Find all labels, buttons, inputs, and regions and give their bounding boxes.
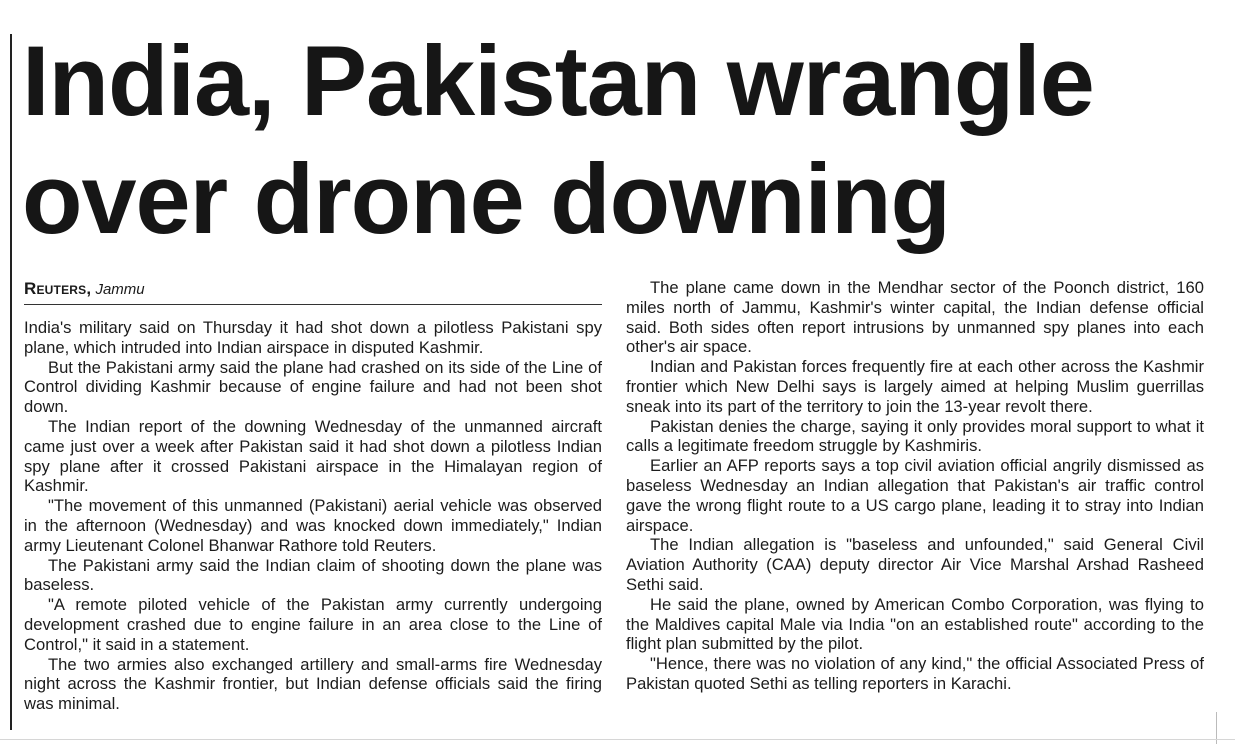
paragraph: The Indian report of the downing Wednesday of the unmanned aircraft came just over a week after Pakistan said it had shot down a pilotless Indian spy plane after it crossed Pakistani airspace in the Himalayan region of Kashmir. (24, 416, 602, 496)
paragraph: The Indian allegation is "baseless and unfounded," said General Civil Aviation Authority (CAA) deputy director Air Vice Marshal Arshad Rasheed Sethi said. (626, 535, 1204, 594)
headline (22, 22, 1222, 258)
page-bottom-rule (0, 739, 1235, 740)
paragraph: India's military said on Thursday it had shot down a pilotless Pakistani spy plane, which intruded into Indian airspace in disputed Kashmir. (24, 318, 602, 357)
byline-place: Jammu (95, 281, 145, 298)
paragraph: The two armies also exchanged artillery and small-arms fire Wednesday night across the Kashmir frontier, but Indian defense officials said the firing was minimal. (24, 654, 602, 714)
paragraph: But the Pakistani army said the plane had crashed on its side of the Line of Control dividing Kashmir because of engine failure and had not been shot down. (24, 357, 602, 417)
article-column-right (626, 278, 1204, 694)
byline (24, 279, 602, 305)
paragraph: He said the plane, owned by American Combo Corporation, was flying to the Maldives capital Male via India "on an established route" according to the flight plan submitted by the pilot. (626, 594, 1204, 654)
article-column-left (24, 318, 602, 714)
byline-agency: Reuters, (24, 279, 92, 298)
headline-line-1: India, Pakistan wrangle (22, 25, 1094, 136)
paragraph: Indian and Pakistan forces frequently fire at each other across the Kashmir frontier which New Delhi says is largely aimed at helping Muslim guerrillas sneak into its part of the territory to join the 13-year revolt there. (626, 357, 1204, 416)
paragraph: "The movement of this unmanned (Pakistani) aerial vehicle was observed in the afternoon (Wednesday) and was knocked down immediately," Indian army Lieutenant Colonel Bhanwar Rathore told Reuters. (24, 496, 602, 555)
paragraph: Earlier an AFP reports says a top civil aviation official angrily dismissed as baseless Wednesday an Indian allegation that Pakistan's air traffic control gave the wrong flight route to a US cargo plane, leading it to stray into Indian airspace. (626, 456, 1204, 535)
paragraph: Pakistan denies the charge, saying it only provides moral support to what it calls a legitimate freedom struggle by Kashmiris. (626, 416, 1204, 456)
paragraph: "Hence, there was no violation of any kind," the official Associated Press of Pakistan quoted Sethi as telling reporters in Karachi. (626, 654, 1204, 693)
paragraph: The plane came down in the Mendhar sector of the Poonch district, 160 miles north of Jammu, Kashmir's winter capital, the Indian defense official said. Both sides often report intrusions by unmanned spy planes into each other's air space. (626, 278, 1204, 357)
paragraph: "A remote piloted vehicle of the Pakistan army currently undergoing development crashed due to engine failure in an area close to the Line of Control," it said in a statement. (24, 595, 602, 654)
column-rule-left (10, 34, 12, 730)
headline-line-2: over drone downing (22, 143, 951, 254)
paragraph: The Pakistani army said the Indian claim of shooting down the plane was baseless. (24, 555, 602, 595)
